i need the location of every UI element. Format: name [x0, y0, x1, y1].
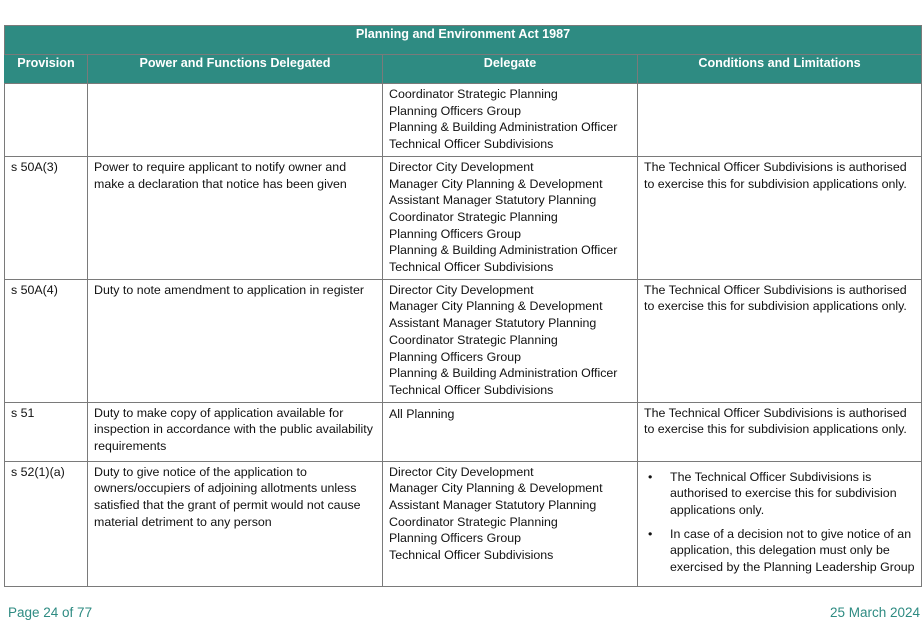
table-row: [5, 279, 922, 402]
delegate-item: Technical Officer Subdivisions: [389, 382, 554, 397]
delegate-item: Technical Officer Subdivisions: [389, 137, 554, 152]
power-cell: [88, 84, 383, 157]
delegate-cell: [383, 279, 638, 402]
delegate-cell: [383, 156, 638, 279]
conditions-list: [644, 469, 915, 576]
condition-text: The Technical Officer Subdivisions is authorised to exercise this for subdivision applications only.: [644, 405, 907, 437]
delegate-item: Director City Development: [389, 282, 534, 297]
delegate-item: Planning Officers Group: [389, 531, 522, 546]
delegate-item: Manager City Planning & Development: [389, 299, 603, 314]
delegate-item: Planning & Building Administration Officer: [389, 366, 618, 381]
provision-cell: s 52(1)(a): [5, 461, 88, 586]
provision-cell: [5, 84, 88, 157]
conditions-cell: [638, 402, 922, 461]
delegate-item: Assistant Manager Statutory Planning: [389, 193, 597, 208]
power-cell: Duty to note amendment to application in register: [88, 279, 383, 402]
delegate-item: Director City Development: [389, 159, 534, 174]
provision-cell: s 51: [5, 402, 88, 461]
conditions-cell: [638, 279, 922, 402]
delegate-item: Technical Officer Subdivisions: [389, 548, 554, 563]
delegate-item: Coordinator Strategic Planning: [389, 87, 558, 101]
table-row: [5, 156, 922, 279]
delegate-item: Manager City Planning & Development: [389, 176, 603, 191]
table-row: [5, 84, 922, 157]
delegate-item: All Planning: [389, 406, 455, 421]
delegate-item: Coordinator Strategic Planning: [389, 209, 558, 224]
delegation-table: [4, 25, 922, 587]
delegate-item: Planning Officers Group: [389, 103, 522, 118]
delegate-item: Coordinator Strategic Planning: [389, 514, 558, 529]
delegate-item: Technical Officer Subdivisions: [389, 260, 554, 275]
delegate-cell: [383, 461, 638, 586]
delegate-item: Assistant Manager Statutory Planning: [389, 498, 597, 513]
delegate-item: Planning Officers Group: [389, 226, 522, 241]
delegate-item: Planning Officers Group: [389, 349, 522, 364]
delegate-item: Planning & Building Administration Officer: [389, 120, 618, 135]
conditions-cell: [638, 461, 922, 586]
power-cell: Power to require applicant to notify owner and make a declaration that notice has been given: [88, 156, 383, 279]
table-title: Planning and Environment Act 1987: [5, 26, 922, 55]
table-row: [5, 461, 922, 586]
table-row: [5, 402, 922, 461]
conditions-cell: [638, 156, 922, 279]
provision-cell: s 50A(4): [5, 279, 88, 402]
delegate-item: Director City Development: [389, 464, 534, 479]
delegate-item: Coordinator Strategic Planning: [389, 332, 558, 347]
column-header-conditions: Conditions and Limitations: [638, 55, 922, 84]
power-cell: Duty to make copy of application available for inspection in accordance with the public availability requirements: [88, 402, 383, 461]
power-cell: Duty to give notice of the application to owners/occupiers of adjoining allotments unless satisfied that the grant of permit would not cause material detriment to any person: [88, 461, 383, 586]
column-header-provision: Provision: [5, 55, 88, 84]
delegate-cell: [383, 402, 638, 461]
document-date: 25 March 2024: [829, 605, 920, 620]
column-header-delegate: Delegate: [383, 55, 638, 84]
delegate-item: Assistant Manager Statutory Planning: [389, 316, 597, 331]
page-number: Page 24 of 77: [8, 605, 93, 620]
delegate-item: Manager City Planning & Development: [389, 481, 603, 496]
delegate-cell: [383, 84, 638, 157]
condition-text: The Technical Officer Subdivisions is authorised to exercise this for subdivision applications only.: [644, 159, 907, 191]
conditions-cell: [638, 84, 922, 157]
condition-bullet: • In case of a decision not to give notice of an application, this delegation must only be exercised by the Planning Leadership Group: [670, 526, 915, 576]
delegate-item: Planning & Building Administration Officer: [389, 243, 618, 258]
condition-text: The Technical Officer Subdivisions is authorised to exercise this for subdivision applications only.: [644, 282, 907, 314]
column-header-power: Power and Functions Delegated: [88, 55, 383, 84]
provision-cell: s 50A(3): [5, 156, 88, 279]
condition-bullet: • The Technical Officer Subdivisions is authorised to exercise this for subdivision applications only.: [670, 469, 915, 519]
